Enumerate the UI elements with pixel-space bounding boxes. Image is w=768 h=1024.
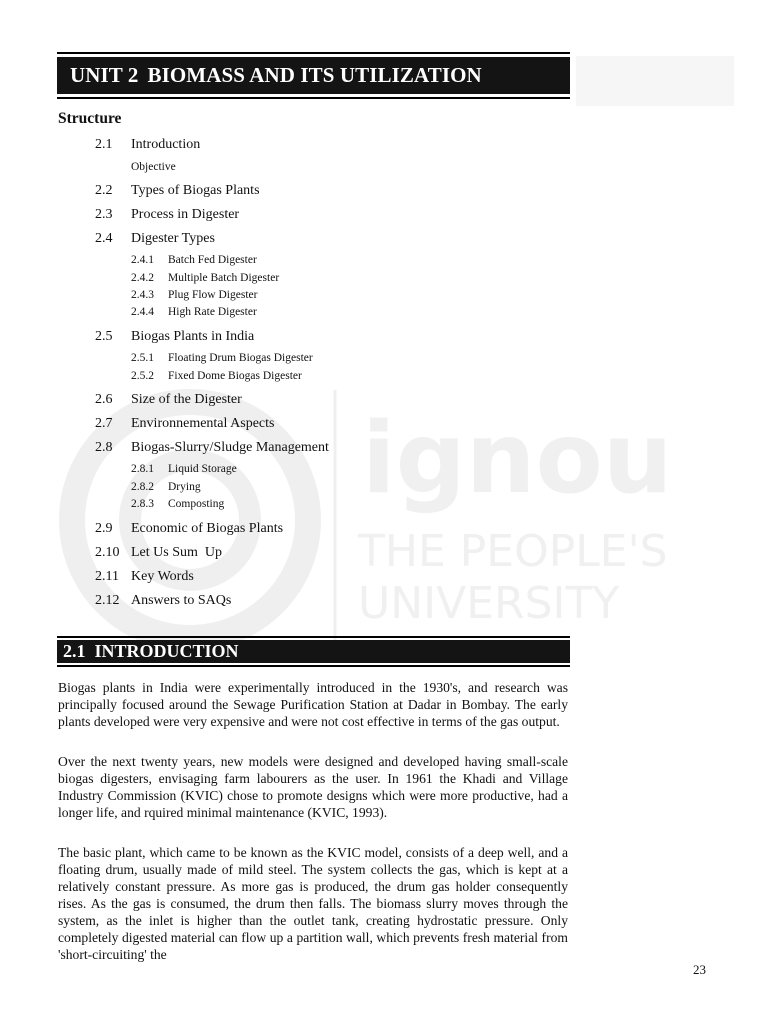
unit-number: UNIT 2	[70, 63, 139, 87]
section-number: 2.1	[63, 641, 86, 661]
structure-heading: Structure	[58, 110, 122, 127]
watermark-text-peoples: THE PEOPLE'S	[358, 526, 668, 577]
watermark-text-ignou: ignou	[362, 402, 673, 516]
watermark-text-university: UNIVERSITY	[358, 578, 620, 629]
unit-title-bar	[57, 57, 570, 94]
section-title: INTRODUCTION	[94, 641, 239, 661]
watermark-ring-inner	[130, 460, 250, 580]
watermark-box	[576, 56, 734, 106]
section-title-banner	[57, 636, 570, 667]
intro-paragraph-1: Biogas plants in India were experimentally introduced in the 1930's, and research was principally focused around the Sewage Purification Station at Dadar in Bombay. The early plants developed were very expensive and were not cost effective in terms of the gas output.	[58, 680, 568, 729]
intro-paragraph-2: Over the next twenty years, new models were designed and developed having small-scale biogas digesters, envisaging farm labourers as the user. In 1961 the Khadi and Village Industry Commission (KVIC) chose to promote designs which were more productive, had a longer life, and rquired minimal maintenance (KVIC, 1993).	[58, 754, 568, 820]
section-title-bar	[57, 640, 570, 663]
page-number: 23	[693, 962, 706, 977]
unit-title-banner	[57, 52, 570, 99]
toc-note-objective: Objective	[131, 161, 176, 173]
unit-title: BIOMASS AND ITS UTILIZATION	[147, 63, 482, 87]
intro-paragraph-3: The basic plant, which came to be known as the KVIC model, consists of a deep well, and a floating drum, usually made of mild steel. The system collects the gas, which is kept at a relatively constant pressure. As more gas is produced, the drum gas holder consequently rises. As the gas is consumed, the drum then falls. The biomass slurry moves through the system, as the inlet is higher than the outlet tank, creating hydrostatic pressure. Only completely digested material can flow up a partition wall, which prevents fresh material from 'short-circuiting' the	[58, 845, 568, 962]
